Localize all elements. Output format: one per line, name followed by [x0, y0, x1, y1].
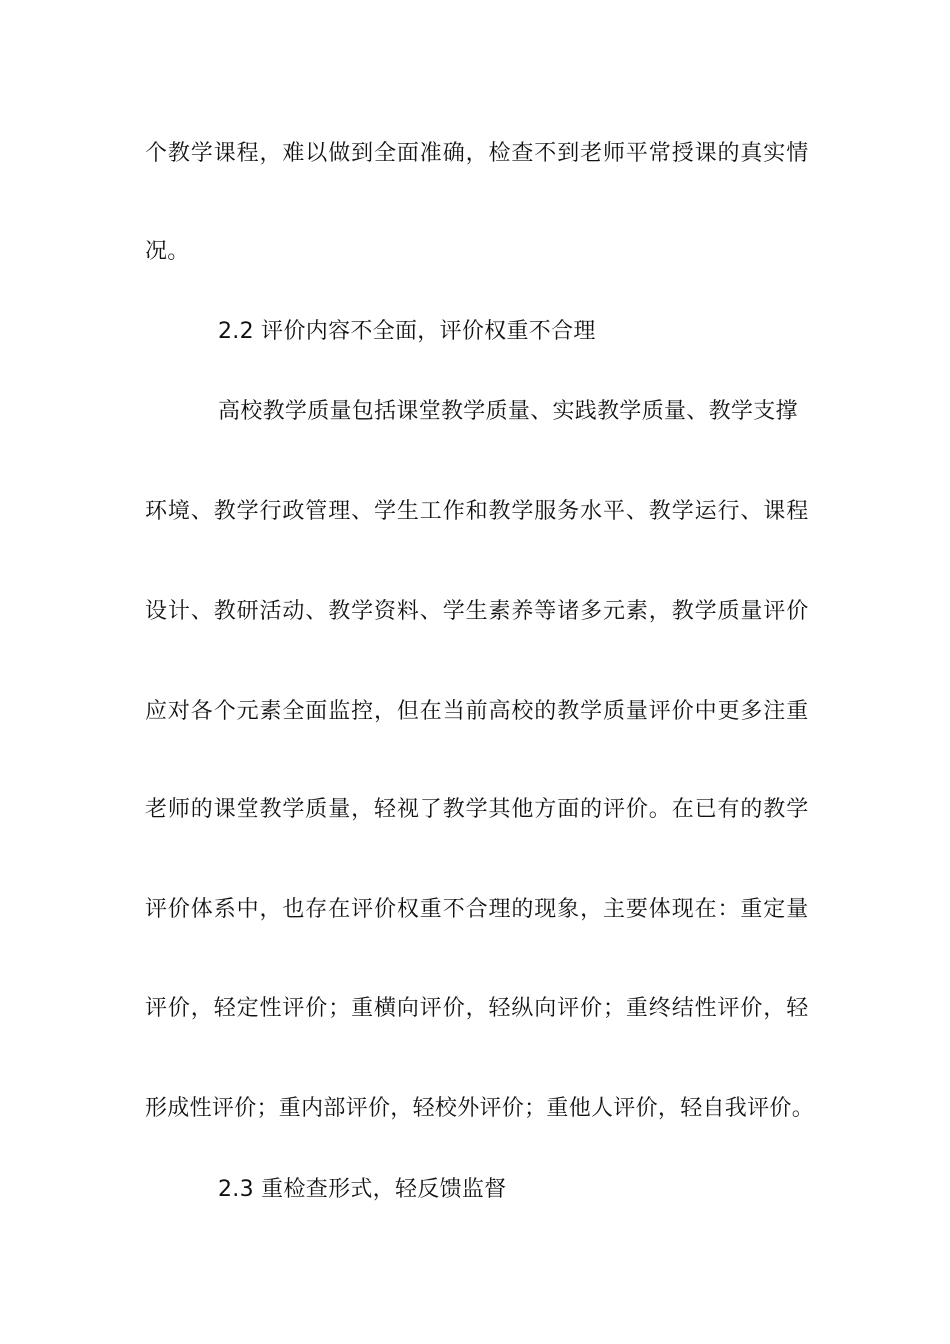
- paragraph-line: 个教学课程，难以做到全面准确，检查不到老师平常授课的真实情: [145, 141, 810, 166]
- paragraph-line: 设计、教研活动、教学资料、学生素养等诸多元素，教学质量评价: [145, 599, 810, 624]
- section-heading-2-3: 2.3 重检查形式，轻反馈监督: [218, 1177, 507, 1202]
- paragraph-line: 高校教学质量包括课堂教学质量、实践教学质量、教学支撑: [218, 399, 798, 424]
- section-heading-2-2: 2.2 评价内容不全面，评价权重不合理: [218, 319, 596, 344]
- paragraph-line: 评价体系中，也存在评价权重不合理的现象，主要体现在：重定量: [145, 897, 810, 922]
- paragraph-line: 老师的课堂教学质量，轻视了教学其他方面的评价。在已有的教学: [145, 797, 810, 822]
- paragraph-line: 评价，轻定性评价；重横向评价，轻纵向评价；重终结性评价，轻: [145, 996, 810, 1021]
- paragraph-line: 形成性评价；重内部评价，轻校外评价；重他人评价，轻自我评价。: [145, 1096, 815, 1121]
- paragraph-line: 况。: [145, 239, 190, 264]
- paragraph-line: 应对各个元素全面监控，但在当前高校的教学质量评价中更多注重: [145, 699, 810, 724]
- paragraph-line: 环境、教学行政管理、学生工作和教学服务水平、教学运行、课程: [145, 499, 810, 524]
